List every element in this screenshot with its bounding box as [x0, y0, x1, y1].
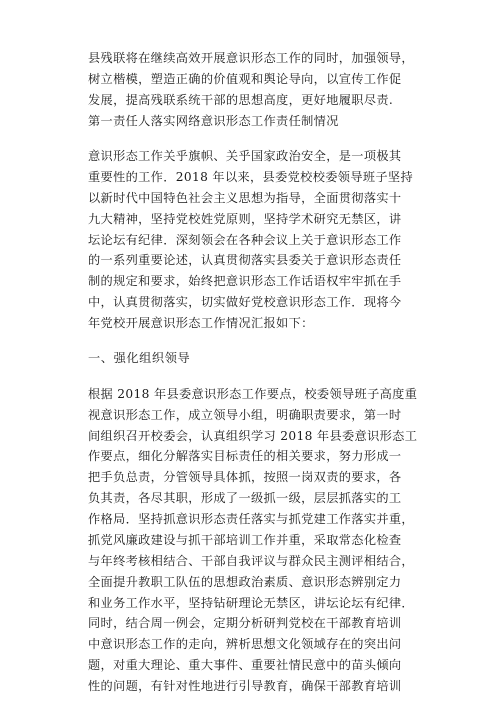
text-line: 同时，结合周一例会，定期分析研判党校在干部教育培训 — [88, 616, 402, 630]
section-heading: 一、强化组织领导 — [88, 351, 191, 365]
text-line: 视意识形态工作，成立领导小组，明确职责要求，第一时 — [88, 408, 402, 422]
text-line: 第一责任人落实网络意识形态工作责任制情况 — [88, 114, 339, 128]
text-line: 中，认真贯彻落实，切实做好党校意识形态工作．现将今 — [88, 295, 402, 309]
text-line: 间组织召开校委会，认真组织学习 2018 年县委意识形态工 — [88, 429, 418, 443]
text-line: 中意识形态工作的走向，辨析思想文化领域存在的突出问 — [88, 637, 402, 651]
text-line: 树立楷模，塑造正确的价值观和舆论导向，以宣传工作促 — [88, 72, 402, 86]
text-line: 负其责，各尽其职，形成了一级抓一级，层层抓落实的工 — [88, 491, 402, 505]
text-line: 意识形态工作关乎旗帜、关乎国家政治安全，是一项极其 — [88, 149, 402, 163]
text-line: 发展，提高残联系统干部的思想高度，更好地履职尽责. — [88, 93, 394, 107]
text-line: 县残联将在继续高效开展意识形态工作的同时，加强领导， — [88, 51, 414, 65]
text-line: 坛论坛有纪律．深刻领会在各种会议上关于意识形态工作 — [88, 233, 402, 247]
text-line: 九大精神，坚持党校姓党原则，坚持学术研究无禁区，讲 — [88, 212, 402, 226]
text-line: 作要点，细化分解落实目标责任的相关要求，努力形成一 — [88, 449, 402, 463]
text-line: 抓党风廉政建设与抓干部培训工作并重，采取常态化检查 — [88, 533, 402, 547]
text-line: 根据 2018 年县委意识形态工作要点，校委领导班子高度重 — [88, 387, 418, 401]
text-line: 性的问题，有针对性地进行引导教育，确保干部教育培训 — [88, 679, 402, 693]
text-line: 的一系列重要论述，认真贯彻落实县委关于意识形态责任 — [88, 253, 402, 267]
text-line: 年党校开展意识形态工作情况汇报如下： — [88, 316, 314, 330]
text-line: 题，对重大理论、重大事件、重要社情民意中的苗头倾向 — [88, 658, 402, 672]
text-line: 与年终考核相结合、干部自我评议与群众民主测评相结合， — [88, 554, 414, 568]
text-line: 把手负总责，分管领导具体抓，按照一岗双责的要求，各 — [88, 470, 402, 484]
text-line: 和业务工作水平，坚持钻研理论无禁区，讲坛论坛有纪律． — [88, 596, 414, 610]
text-line: 以新时代中国特色社会主义思想为指导，全面贯彻落实十 — [88, 191, 402, 205]
text-line: 重要性的工作．2018 年以来，县委党校校委领导班子坚持 — [88, 170, 414, 184]
text-line: 作格局．坚持抓意识形态责任落实与抓党建工作落实并重， — [88, 512, 414, 526]
text-line: 全面提升教职工队伍的思想政治素质、意识形态辨别定力 — [88, 575, 402, 589]
text-line: 制的规定和要求，始终把意识形态工作话语权牢牢抓在手 — [88, 274, 402, 288]
